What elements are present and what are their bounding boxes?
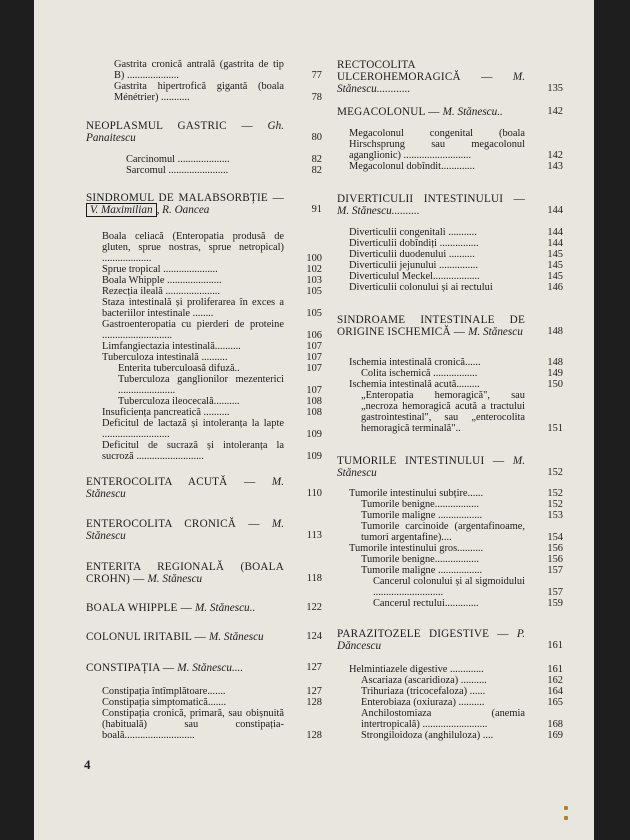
toc-entry <box>114 81 322 103</box>
toc-entry-title: Tuberculoza intestinală .......... <box>102 352 228 363</box>
page-number: 4 <box>84 757 91 772</box>
toc-entry-title: Carcinomul .................... <box>126 154 230 165</box>
toc-page-number: 122 <box>306 602 322 613</box>
toc-entry-title: Sprue tropical ..................... <box>102 264 218 275</box>
toc-author: M. Stănescu.. <box>194 602 256 614</box>
toc-page-number: 105 <box>306 308 322 319</box>
toc-page-number: 142 <box>547 150 563 161</box>
toc-page-number: 127 <box>306 662 322 673</box>
toc-page-number: 168 <box>547 719 563 730</box>
toc-author: , R. Oancea <box>156 204 210 216</box>
toc-entry <box>361 521 563 543</box>
toc-page-number: 152 <box>547 467 563 478</box>
toc-entry-title: Constipația simptomatică....... <box>102 697 227 708</box>
toc-page-number: 105 <box>306 286 322 297</box>
toc-page-number: 82 <box>311 165 322 176</box>
toc-page-number: 80 <box>311 132 322 143</box>
toc-page-number: 110 <box>306 488 322 499</box>
toc-page-number: 102 <box>306 264 322 275</box>
toc-page-number: 169 <box>547 730 563 741</box>
toc-page-number: 149 <box>547 368 563 379</box>
toc-entry-title: Constipația întîmplătoare....... <box>102 686 226 697</box>
toc-entry-title: Diverticulul Meckel.................. <box>349 271 480 282</box>
stain-mark <box>564 806 568 810</box>
toc-entry <box>373 576 563 598</box>
toc-entry-title: Ascariaza (ascaridioza) .......... <box>361 675 487 686</box>
toc-page-number: 91 <box>311 204 322 215</box>
toc-entry-title: Tumorile intestinului subțire...... <box>349 488 484 499</box>
toc-entry-title: Diverticulii colonului și ai rectului <box>349 282 493 293</box>
toc-entry <box>102 319 322 341</box>
toc-page-number: 144 <box>547 205 563 216</box>
toc-section-entry <box>86 662 322 674</box>
toc-entry <box>349 260 563 271</box>
toc-page-number: 108 <box>306 407 322 418</box>
toc-page-number: 145 <box>547 271 563 282</box>
toc-entry <box>349 357 563 368</box>
toc-section-entry <box>86 602 322 614</box>
toc-entry <box>102 297 322 319</box>
toc-entry <box>373 598 563 609</box>
toc-page-number: 142 <box>547 106 563 117</box>
toc-page-number: 156 <box>547 554 563 565</box>
toc-entry-title: Constipația cronică, primară, sau obișnuită (habituală) sau constipația-boală........................... <box>102 708 284 741</box>
toc-entry-title: Gastroenteropatia cu pierderi de proteine ........................... <box>102 319 284 341</box>
toc-author: M. Stănescu............ <box>337 71 525 95</box>
toc-page-number: 145 <box>547 260 563 271</box>
toc-author: P. Dăncescu <box>337 628 525 652</box>
toc-page-number: 107 <box>306 341 322 352</box>
toc-page-number: 152 <box>547 499 563 510</box>
toc-page-number: 82 <box>311 154 322 165</box>
toc-author: M. Stănescu <box>208 631 264 643</box>
toc-entry <box>126 165 322 176</box>
toc-entry-title: Trihuriaza (tricocefaloza) ...... <box>361 686 486 697</box>
toc-entry-title: BOALA WHIPPLE — M. Stănescu.. <box>86 602 256 614</box>
toc-section-entry <box>86 561 322 585</box>
toc-author: M. Stănescu <box>337 455 525 479</box>
toc-page-number: 150 <box>547 379 563 390</box>
toc-entry-title: Insuficiența pancreatică .......... <box>102 407 230 418</box>
toc-entry <box>102 264 322 275</box>
toc-entry <box>114 59 322 81</box>
toc-author: M. Stănescu <box>86 518 284 542</box>
toc-author: Gh. Panaitescu <box>86 120 284 144</box>
toc-entry-title: „Enteropatia hemoragică", sau „necroza hemoragică acută a tractului gastrointestinal", sau „enterocolita hemoragică terminală".. <box>361 390 525 434</box>
toc-entry-title: Anchilostomiaza (anemia intertropicală) ......................... <box>361 708 525 730</box>
toc-section-entry <box>337 628 563 652</box>
toc-section-entry <box>337 193 563 217</box>
toc-entry <box>102 697 322 708</box>
toc-entry-title: CONSTIPAȚIA — M. Stănescu.... <box>86 662 244 674</box>
toc-page-number: 78 <box>311 92 322 103</box>
toc-entry-title: Cancerul rectului............. <box>373 598 479 609</box>
toc-entry-title: Tumorile benigne................. <box>361 554 479 565</box>
toc-page-number: 145 <box>547 249 563 260</box>
toc-entry-title: MEGACOLONUL — M. Stănescu.. <box>337 106 503 118</box>
toc-page-number: 153 <box>547 510 563 521</box>
toc-entry <box>126 154 322 165</box>
toc-page-number: 148 <box>547 326 563 337</box>
toc-entry-title: Boala celiacă (Enteropatia produsă de gluten, sprue nostras, sprue netropical) ................... <box>102 231 284 264</box>
toc-entry <box>102 231 322 264</box>
toc-entry-title: SINDROMUL DE MALABSORBȚIE — V. Maximilian , R. Oancea <box>86 192 284 216</box>
toc-entry <box>102 341 322 352</box>
toc-entry-title: Gastrita cronică antrală (gastrita de tip B) .................... <box>114 59 284 81</box>
toc-entry <box>361 730 563 741</box>
toc-entry-title: Cancerul colonului și al sigmoidului ........................... <box>373 576 525 598</box>
toc-entry <box>349 161 563 172</box>
toc-entry-title: Enterobiaza (oxiuraza) .......... <box>361 697 485 708</box>
toc-page-number: 107 <box>306 385 322 396</box>
toc-page-number: 107 <box>306 363 322 374</box>
toc-entry-title: DIVERTICULII INTESTINULUI — M. Stănescu.......... <box>337 193 525 217</box>
toc-section-entry <box>337 106 563 118</box>
toc-page-number: 127 <box>306 686 322 697</box>
toc-entry-title: Diverticulii jejunului ............... <box>349 260 479 271</box>
toc-entry <box>361 554 563 565</box>
toc-section-entry <box>337 455 563 479</box>
toc-page-number: 161 <box>547 664 563 675</box>
toc-entry <box>102 407 322 418</box>
toc-page-number: 156 <box>547 543 563 554</box>
toc-entry-title: Diverticulii dobîndiți ............... <box>349 238 479 249</box>
toc-page-number: 157 <box>547 587 563 598</box>
toc-section-entry <box>86 518 322 542</box>
toc-entry-title: ENTEROCOLITA CRONICĂ — M. Stănescu <box>86 518 284 542</box>
toc-entry-title: Tumorile benigne................. <box>361 499 479 510</box>
toc-entry <box>349 238 563 249</box>
toc-entry-title: Diverticulii congenitali ........... <box>349 227 477 238</box>
toc-entry-title: Ischemia intestinală acută......... <box>349 379 480 390</box>
toc-page-number: 144 <box>547 227 563 238</box>
toc-page-number: 107 <box>306 352 322 363</box>
toc-entry-title: Rezecția ileală ..................... <box>102 286 221 297</box>
toc-page-number: 100 <box>306 253 322 264</box>
toc-page-number: 106 <box>306 330 322 341</box>
toc-entry-title: Diverticulii duodenului .......... <box>349 249 475 260</box>
toc-page-number: 124 <box>306 631 322 642</box>
toc-entry <box>349 128 563 161</box>
toc-entry-title: Tuberculoza ganglionilor mezenterici ...................... <box>118 374 284 396</box>
toc-entry <box>102 352 322 363</box>
toc-section-entry <box>337 59 563 95</box>
toc-page-number: 108 <box>306 396 322 407</box>
toc-author: M. Stănescu.... <box>177 662 244 674</box>
toc-entry <box>361 390 563 434</box>
toc-section-entry <box>86 476 322 500</box>
toc-entry-title: Tuberculoza ileocecală.......... <box>118 396 240 407</box>
toc-entry-title: TUMORILE INTESTINULUI — M. Stănescu <box>337 455 525 479</box>
toc-page-number: 151 <box>547 423 563 434</box>
toc-page-number: 103 <box>306 275 322 286</box>
toc-entry-title: Helmintiazele digestive ............. <box>349 664 484 675</box>
toc-entry <box>349 379 563 390</box>
toc-entry-title: Limfangiectazia intestinală.......... <box>102 341 241 352</box>
toc-entry <box>349 227 563 238</box>
toc-author: M. Stănescu.. <box>442 106 503 118</box>
toc-author: M. Stănescu.......... <box>337 205 420 217</box>
toc-entry-title: Tumorile maligne ................. <box>361 510 483 521</box>
toc-entry-title: Enterita tuberculoasă difuză.. <box>118 363 240 374</box>
toc-entry-title: Tumorile maligne ................. <box>361 565 483 576</box>
toc-entry-title: Boala Whipple ..................... <box>102 275 222 286</box>
toc-entry-title: Ischemia intestinală cronică...... <box>349 357 481 368</box>
toc-section-entry <box>86 631 322 643</box>
toc-entry-title: Sarcomul ....................... <box>126 165 229 176</box>
toc-entry <box>349 664 563 675</box>
toc-page-number: 144 <box>547 238 563 249</box>
toc-entry <box>118 396 322 407</box>
toc-page-number: 109 <box>306 451 322 462</box>
toc-entry <box>361 499 563 510</box>
toc-author-boxed: V. Maximilian <box>86 203 157 217</box>
toc-page-number: 154 <box>547 532 563 543</box>
toc-entry-title: Tumorile carcinoide (argentafinoame, tumori argentafine).... <box>361 521 525 543</box>
toc-entry-title: Colita ischemică ................. <box>361 368 478 379</box>
toc-entry <box>102 275 322 286</box>
toc-section-entry <box>337 314 563 338</box>
toc-section-entry <box>86 120 322 144</box>
toc-entry <box>102 286 322 297</box>
toc-page-number: 152 <box>547 488 563 499</box>
toc-entry-title: Megacolonul dobîndit............. <box>349 161 475 172</box>
toc-entry <box>349 543 563 554</box>
toc-page-number: 148 <box>547 357 563 368</box>
toc-entry <box>361 368 563 379</box>
toc-entry <box>349 488 563 499</box>
toc-entry <box>361 675 563 686</box>
toc-entry-title: ENTEROCOLITA ACUTĂ — M. Stănescu <box>86 476 284 500</box>
toc-author: M. Stănescu <box>86 476 284 500</box>
toc-entry <box>102 440 322 462</box>
toc-entry <box>361 565 563 576</box>
toc-author: M. Stănescu <box>468 326 523 338</box>
book-page <box>34 0 594 840</box>
toc-page-number: 143 <box>547 161 563 172</box>
toc-entry <box>361 510 563 521</box>
toc-entry <box>349 249 563 260</box>
toc-entry-title: Tumorile intestinului gros.......... <box>349 543 484 554</box>
toc-entry <box>361 686 563 697</box>
toc-entry-title: ENTERITA REGIONALĂ (BOALA CROHN) — M. Stănescu <box>86 561 284 585</box>
toc-entry-title: RECTOCOLITA ULCEROHEMORAGICĂ — M. Stănescu............ <box>337 59 525 95</box>
toc-author: M. Stănescu <box>147 573 203 585</box>
toc-entry <box>102 686 322 697</box>
toc-entry-title: COLONUL IRITABIL — M. Stănescu <box>86 631 264 643</box>
toc-page-number: 157 <box>547 565 563 576</box>
toc-entry <box>102 708 322 741</box>
toc-entry <box>118 363 322 374</box>
toc-page-number: 128 <box>306 730 322 741</box>
toc-entry <box>349 282 563 293</box>
toc-entry <box>361 708 563 730</box>
toc-page-number: 128 <box>306 697 322 708</box>
toc-page-number: 118 <box>306 573 322 584</box>
toc-entry-title: Strongiloidoza (anghiluloza) .... <box>361 730 494 741</box>
toc-entry-title: PARAZITOZELE DIGESTIVE — P. Dăncescu <box>337 628 525 652</box>
toc-entry <box>361 697 563 708</box>
toc-page-number: 164 <box>547 686 563 697</box>
toc-entry <box>349 271 563 282</box>
toc-entry-title: Gastrita hipertrofică gigantă (boala Ménétrier) ........... <box>114 81 284 103</box>
toc-page-number: 77 <box>311 70 322 81</box>
toc-entry <box>102 418 322 440</box>
toc-entry-title: Megacolonul congenital (boala Hirschsprung sau megacolonul aganglionic) .......................... <box>349 128 525 161</box>
toc-entry-title: NEOPLASMUL GASTRIC — Gh. Panaitescu <box>86 120 284 144</box>
toc-page-number: 135 <box>547 83 563 94</box>
toc-page-number: 146 <box>547 282 563 293</box>
toc-page-number: 113 <box>306 530 322 541</box>
toc-section-entry <box>86 192 322 216</box>
toc-entry-title: Deficitul de sucrază și intoleranța la sucroză .......................... <box>102 440 284 462</box>
toc-page-number: 159 <box>547 598 563 609</box>
toc-page-number: 161 <box>547 640 563 651</box>
toc-entry-title: Staza intestinală și proliferarea în exces a bacteriilor intestinale ........ <box>102 297 284 319</box>
toc-page-number: 162 <box>547 675 563 686</box>
toc-entry-title: SINDROAME INTESTINALE DE ORIGINE ISCHEMICĂ — M. Stănescu <box>337 314 525 338</box>
toc-page-number: 165 <box>547 697 563 708</box>
toc-entry-title: Deficitul de lactază și intoleranța la lapte .......................... <box>102 418 284 440</box>
toc-page-number: 109 <box>306 429 322 440</box>
stain-mark <box>564 816 568 820</box>
toc-entry <box>118 374 322 396</box>
